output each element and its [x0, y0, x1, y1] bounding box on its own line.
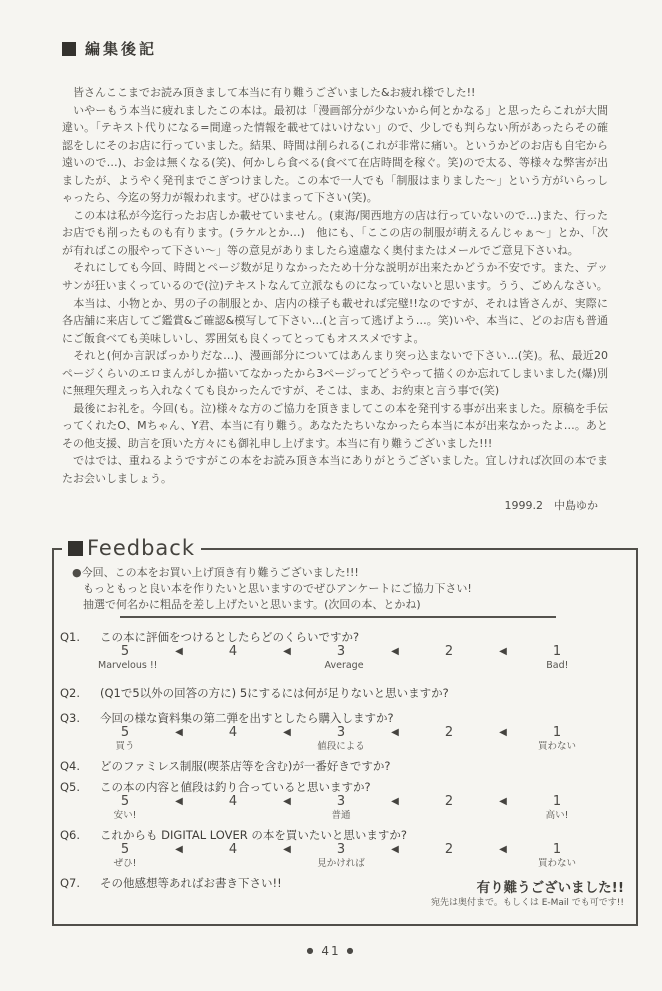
question-id: Q4.	[60, 759, 81, 773]
scale-label-left: 安い!	[113, 810, 137, 821]
triangle-left-icon: ◀	[283, 796, 291, 807]
heading-square-icon	[68, 541, 83, 556]
page-dot-icon: ●	[306, 946, 316, 955]
afterword-title: 編集後記	[85, 40, 158, 58]
triangle-left-icon: ◀	[283, 844, 291, 855]
scale-labels-q5	[98, 810, 584, 822]
question-id: Q3.	[60, 711, 81, 725]
feedback-section	[52, 536, 638, 926]
feedback-header	[62, 536, 201, 560]
scale-number-5: 5	[120, 725, 130, 740]
intro-line: 抽選で何名かに粗品を差し上げたいと思います。(次回の本、とかね)	[83, 598, 421, 611]
scale-label-left: Marvelous !!	[98, 660, 158, 671]
afterword-paragraph: いやーもう本当に疲れましたこの本は。最初は「漫画部分が少ないから何とかなる」と思ったらこれが大間違い。「テキスト代りになる=間違った情報を載せてはいけない」ので、少しでも判らない所があったらその確認をしにそのお店に行っていました。結果、時間は削られる(これが非常に痛い。というかどのお店も自宅から遠いので…)、お金は無くなる(笑)、何かしら食べる(食べて在店時間を稼ぐ。笑)ので太る、等様々な弊害が出ましたが、ようやく発刊までこぎつけました。この本で一人でも「制服はまりました〜」という方がいらっしゃったら、今迄の努力が報われます。ぜひはまって下さい(笑)。	[62, 103, 608, 205]
question-text: どのファミレス制服(喫茶店等を含む)が一番好きですか?	[100, 759, 391, 773]
page-number	[0, 944, 662, 958]
scale-number-4: 4	[228, 644, 238, 659]
afterword-header	[62, 38, 608, 59]
scale-number-1: 1	[552, 644, 562, 659]
scale-label-left: 買う	[115, 741, 135, 752]
scale-number-5: 5	[120, 644, 130, 659]
scale-number-4: 4	[228, 842, 238, 857]
question-text: この本の内容と値段は釣り合っていると思いますか?	[100, 780, 371, 794]
triangle-left-icon: ◀	[391, 844, 399, 855]
triangle-left-icon: ◀	[175, 646, 183, 657]
scale-number-1: 1	[552, 725, 562, 740]
scale-number-3: 3	[336, 794, 346, 809]
afterword-body	[62, 84, 608, 488]
feedback-content	[54, 550, 636, 909]
question-id: Q2.	[60, 686, 81, 700]
scale-label-mid: 値段による	[317, 741, 365, 752]
afterword-paragraph: 最後にお礼を。今回(も。泣)様々な方のご協力を頂きましてこの本を発刊する事が出来ました。原稿を手伝ってくれたO、Mちゃん、Y君、本当に有り難う。あなたたちいなかったら本当に本が出来なかったよ…。あとその他支援、助言を頂いた方々にも御礼申し上げます。本当に有り難うございました!!!	[62, 401, 608, 450]
page-number-value: 41	[321, 944, 341, 958]
scale-number-3: 3	[336, 725, 346, 740]
thanks-message: 有り難うございました!!	[476, 880, 624, 896]
scale-labels-q3	[98, 741, 584, 753]
triangle-left-icon: ◀	[283, 646, 291, 657]
triangle-left-icon: ◀	[175, 844, 183, 855]
scale-number-2: 2	[444, 794, 454, 809]
triangle-left-icon: ◀	[175, 796, 183, 807]
triangle-left-icon: ◀	[283, 727, 291, 738]
divider-line	[120, 616, 556, 618]
feedback-intro	[72, 565, 622, 613]
scale-number-2: 2	[444, 725, 454, 740]
scale-label-mid: Average	[324, 660, 364, 671]
scale-number-2: 2	[444, 842, 454, 857]
afterword-paragraph: それにしても今回、時間とページ数が足りなかったため十分な説明が出来たかどうか不安です。また、デッサンが狂いまくっているので(泣)テキストなんて立派なものになっていないと思います。うう、ごめんなさい。	[62, 261, 608, 293]
page-dot-icon: ●	[346, 946, 356, 955]
signature: 1999.2 中島ゆか	[504, 498, 598, 512]
question-id: Q1.	[60, 630, 81, 644]
afterword-section	[62, 38, 608, 513]
question-q3	[60, 711, 622, 725]
question-q2	[60, 686, 622, 700]
triangle-left-icon: ◀	[175, 727, 183, 738]
scale-label-mid: 普通	[331, 810, 351, 821]
triangle-left-icon: ◀	[391, 727, 399, 738]
scale-label-right: Bad!	[546, 660, 569, 671]
triangle-left-icon: ◀	[391, 796, 399, 807]
scale-label-right: 高い!	[545, 810, 569, 821]
scale-number-3: 3	[336, 644, 346, 659]
afterword-paragraph: ではでは、重ねるようですがこの本をお読み頂き本当にありがとうございました。宜しければ次回の本でまたお会いしましょう。	[62, 454, 608, 486]
question-id: Q5.	[60, 780, 81, 794]
thanks-block	[431, 881, 624, 909]
question-q5	[60, 780, 622, 794]
question-text: (Q1で5以外の回答の方に) 5にするには何が足りないと思いますか?	[100, 686, 449, 700]
scale-number-3: 3	[336, 842, 346, 857]
heading-square-icon	[62, 42, 76, 56]
afterword-paragraph: それと(何か言訳ばっかりだな…)、漫画部分についてはあんまり突っ込まないで下さい…(笑)。私、最近20ページくらいのエロまんがしか描いてなかったから3ページってどうやって描くのか忘れてしまいました(爆)別に無理矢理えっち入れなくても良かったんですが、そこは、まあ、お約束と言う事で(笑)	[62, 349, 608, 398]
question-q7-row	[60, 876, 624, 909]
scale-number-4: 4	[228, 794, 238, 809]
intro-line: ●今回、この本をお買い上げ頂き有り難うございました!!!	[72, 566, 359, 579]
afterword-paragraph: 本当は、小物とか、男の子の制服とか、店内の様子も載せれば完璧!!なのですが、それは皆さんが、実際に各店舗に来店してご鑑賞&ご確認&模写して下さい…(と言って逃げよう…。笑)いや、本当に、どのお店も普通にご飯食べても美味しいし、雰囲気も良くってとってもオススメですよ。	[62, 296, 608, 345]
question-q7	[60, 876, 431, 890]
question-q4	[60, 759, 622, 773]
scale-number-5: 5	[120, 842, 130, 857]
scale-label-right: 買わない	[537, 858, 576, 869]
scale-labels-q6	[98, 858, 584, 870]
triangle-left-icon: ◀	[499, 727, 507, 738]
triangle-left-icon: ◀	[391, 646, 399, 657]
afterword-paragraph: この本は私が今迄行ったお店しか載せていません。(東海/関西地方の店は行っていないので…)また、行ったお店でも削ったものも有ります。(ラケルとか…) 他にも、「ここの店の制服が萌えるんじゃぁ〜」とか、「次が有ればこの服やって下さい〜」等の意見がありましたら遠慮なく奥付またはメールでご意見下さいね。	[62, 208, 608, 257]
triangle-left-icon: ◀	[499, 844, 507, 855]
question-q1	[60, 630, 622, 644]
feedback-title: Feedback	[87, 536, 196, 560]
question-text: その他感想等あればお書き下さい!!	[100, 876, 282, 890]
rating-scale-q3	[98, 725, 584, 741]
scale-number-1: 1	[552, 794, 562, 809]
rating-scale-q1	[98, 644, 584, 660]
question-text: この本に評価をつけるとしたらどのくらいですか?	[100, 630, 360, 644]
triangle-left-icon: ◀	[499, 646, 507, 657]
intro-line: もっともっと良い本を作りたいと思いますのでぜひアンケートにご協力下さい!	[83, 582, 472, 595]
thanks-note: 宛先は奥付まで。もしくは E-Mail でも可です!!	[431, 898, 624, 908]
rating-scale-q5	[98, 794, 584, 810]
afterword-paragraph: 皆さんここまでお読み頂きまして本当に有り難うございました&お疲れ様でした!!	[62, 86, 476, 99]
scale-number-5: 5	[120, 794, 130, 809]
triangle-left-icon: ◀	[499, 796, 507, 807]
scale-label-left: ぜひ!	[113, 858, 137, 869]
scale-number-4: 4	[228, 725, 238, 740]
question-id: Q6.	[60, 828, 81, 842]
scale-label-mid: 見かければ	[317, 858, 365, 869]
question-id: Q7.	[60, 876, 81, 890]
scale-number-2: 2	[444, 644, 454, 659]
question-q6	[60, 828, 622, 842]
rating-scale-q6	[98, 842, 584, 858]
question-text: 今回の様な資料集の第二弾を出すとしたら購入しますか?	[100, 711, 394, 725]
scale-label-right: 買わない	[537, 741, 576, 752]
scale-number-1: 1	[552, 842, 562, 857]
question-text: これからも DIGITAL LOVER の本を買いたいと思いますか?	[100, 828, 407, 842]
scale-labels-q1	[98, 660, 584, 672]
